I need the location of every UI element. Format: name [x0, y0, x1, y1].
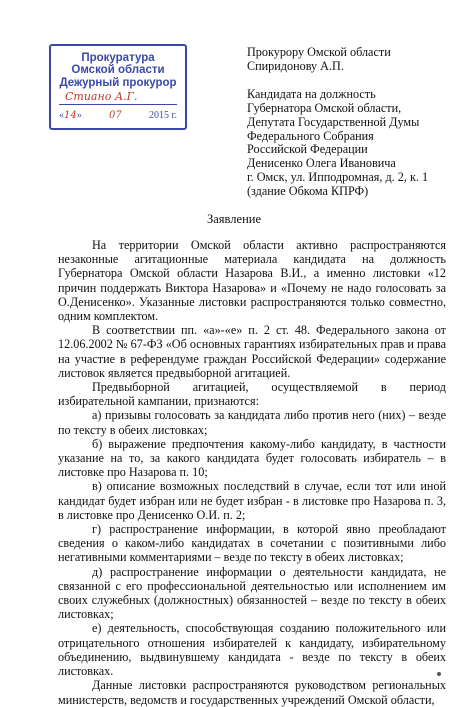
sender-line: (здание Обкома КПРФ) — [247, 184, 369, 199]
document-title: Заявление — [206, 212, 261, 226]
stamp-line-1: Прокуратура — [81, 52, 155, 64]
document-body — [58, 238, 446, 707]
sender-line: Федерального Собрания — [247, 128, 374, 143]
paragraph: Данные листовки распространяются руководством региональных министерств, ведомств и государственных учреждений Омской области, — [58, 678, 446, 707]
stamp-line-2: Омской области — [71, 64, 165, 76]
sender-line: Депутата Государственной Думы — [247, 114, 420, 129]
stamp-date-year: 2015 — [149, 110, 169, 121]
scan-dot — [437, 672, 441, 676]
sender-line: Российской Федерации — [247, 142, 368, 157]
addressee-line-2: Спиридонову А.П. — [247, 58, 344, 73]
paragraph: б) выражение предпочтения какому-либо кандидату, в частности указание на то, за какого кандидата будет голосовать избиратель – в листовке про Назарова п. 10; — [58, 436, 446, 480]
sender-line: г. Омск, ул. Ипподромная, д. 2, к. 1 — [247, 170, 429, 185]
sender-line: Денисенко Олега Ивановича — [247, 156, 396, 171]
paragraph: В соответствии пп. «а»-«е» п. 2 ст. 48. Федерального закона от 12.06.2002 № 67-ФЗ «Об основных гарантиях избирательных прав и права на участие в референдуме граждан Российской Федерации» содержание листовок является предвыборной агитацией. — [58, 323, 446, 380]
stamp-date-day: 14 — [64, 110, 77, 121]
sender-line: Губернатора Омской области, — [247, 100, 402, 115]
stamp-signature-line — [59, 104, 177, 105]
stamp-line-3: Дежурный прокурор — [59, 77, 177, 89]
stamp-signature: Стиано А.Г. — [65, 90, 138, 103]
sender-line: Кандидата на должность — [247, 86, 376, 101]
prosecutor-stamp — [49, 44, 187, 130]
paragraph: На территории Омской области активно распространяются незаконные агитационные материала кандидата на должность Губернатора Омской области Назарова В.И., а именно листовки «12 причин поддержать Виктора Назарова» и «Почему не надо голосовать за О.Денисенко». Указанные листовки распространяются только совместно, одним комплектом. — [58, 238, 446, 324]
stamp-date: «14» 07 2015 г. — [59, 110, 177, 121]
paragraph: Предвыборной агитацией, осуществляемой в период избирательной кампании, признаются: — [58, 380, 446, 409]
paragraph: а) призывы голосовать за кандидата либо против него (них) – везде по тексту в обеих листовках; — [58, 408, 446, 437]
paragraph: г) распространение информации, в которой явно преобладают сведения о каком-либо кандидатах в сочетании с позитивными либо негативными комментариями – везде по тексту в обеих листовках; — [58, 522, 446, 565]
stamp-date-suffix: г. — [171, 110, 177, 121]
address-block — [247, 46, 457, 199]
paragraph: е) деятельность, способствующая созданию положительного или отрицательного отношения избирателей к кандидату, избирательному объединению, выдвинувшему кандидата - везде по тексту в обеих листовках. — [58, 621, 446, 679]
paragraph: д) распространение информации о деятельности кандидата, не связанной с его профессиональной деятельностью или исполнением им своих служебных (должностных) обязанностей – везде по тексту в обеих листовках; — [58, 564, 446, 622]
addressee-line-1: Прокурору Омской области — [247, 45, 391, 59]
stamp-date-month: 07 — [109, 110, 122, 121]
paragraph: в) описание возможных последствий в случае, если тот или иной кандидат будет избран или не будет избран - в листовке про Назарова п. 3, в листовке про Денисенко О.И. п. 2; — [58, 479, 446, 522]
